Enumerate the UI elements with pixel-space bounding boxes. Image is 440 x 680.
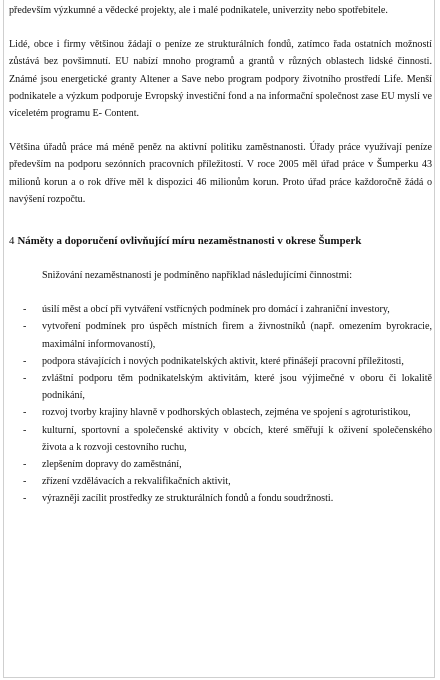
list-item-text: výrazněji zacílit prostředky ze strukturálních fondů a fondu soudržnosti. [42,493,334,505]
paragraph-eu-funds: Lidé, obce i firmy většinou žádají o peníze ze strukturálních fondů, zatímco řada ostatních možností zůstává bez povšimnutí. EU nabízí mnoho programů a grantů v různých oblastech lidské činnosti. Známé jsou energetické granty Altener a Save nebo program podpory životního prostředí Life. Menší podnikatele a výzkum podporuje Evropský investiční fond a na informační společnost zase EU myslí ve víceletém programu E- Content. [9,39,432,120]
section-heading [9,232,432,250]
document-page [3,0,435,678]
section-number: 4 [9,235,15,248]
document-body [9,2,432,508]
paragraph-continuation: především výzkumné a vědecké projekty, ale i malé podnikatele, univerzity nebo spotřebitele. [9,5,388,16]
recommendation-list [9,301,432,507]
paragraph-labour-office: Většina úřadů práce má méně peněz na aktivní politiku zaměstnanosti. Úřady práce využívají peníze především na podporu sezónních pracovních příležitostí. V roce 2005 měl úřad práce v Šumperku 43 milionů korun a o rok dříve měl k dispozici 46 milionům korun. Proto úřad práce každoročně žádá o navýšení rozpočtu. [9,142,432,205]
section-intro: Snižování nezaměstnanosti je podmíněno například následujícími činnostmi: [42,270,353,282]
list-item [9,370,432,404]
bullet-dash: - [23,355,27,367]
bullet-dash: - [23,373,27,385]
paragraph-gap [9,19,432,36]
heading-gap [9,250,432,267]
list-item-text: zlepšením dopravy do zaměstnání, [42,459,182,471]
paragraph-gap [9,208,432,232]
list-item [9,422,432,456]
bullet-dash: - [23,424,27,436]
intro-gap [9,284,432,301]
list-item-text: zřízení vzdělávacích a rekvalifikačních aktivit, [42,476,231,488]
list-item [9,473,432,490]
list-item-text: rozvoj tvorby krajiny hlavně v podhorských oblastech, zejména ve spojení s agroturistikou, [42,407,411,419]
bullet-dash: - [23,476,27,488]
list-item-text: úsilí měst a obcí při vytváření vstřícných podmínek pro domácí i zahraniční investory, [42,304,390,316]
list-item-text: vytvoření podmínek pro úspěch místních firem a živnostníků (např. omezením byrokracie, maximální informovaností), [42,321,432,350]
bullet-dash: - [23,321,27,333]
list-item-text: kulturní, sportovní a společenské aktivity v obcích, které směřují k oživení společenského života a k rozvoji cestovního ruchu, [42,424,432,453]
list-item [9,318,432,352]
bullet-dash: - [23,493,27,505]
bullet-dash: - [23,304,27,316]
list-item [9,490,432,507]
bullet-dash: - [23,459,27,471]
bullet-dash: - [23,407,27,419]
section-title: Náměty a doporučení ovlivňující míru nezaměstnanosti v okrese Šumperk [17,235,362,248]
list-item [9,353,432,370]
list-item [9,404,432,421]
list-item [9,456,432,473]
list-item-text: podpora stávajících i nových podnikatelských aktivit, které přinášejí pracovní příležitosti, [42,355,404,367]
list-item-text: zvláštní podporu těm podnikatelským aktivitám, které jsou výjimečné v oboru či lokalitě podnikání, [42,373,432,402]
list-item [9,301,432,318]
paragraph-gap [9,122,432,139]
